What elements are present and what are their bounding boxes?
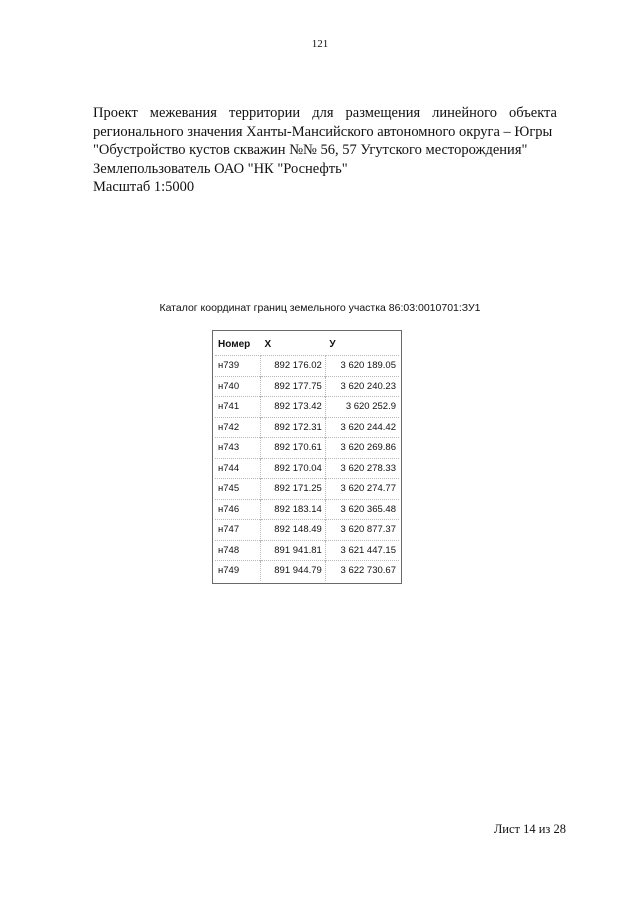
point-number-cell: н739	[215, 356, 260, 377]
column-header-y: У	[329, 338, 336, 350]
coordinate-table-frame	[212, 330, 402, 584]
y-coordinate-cell: 3 620 365.48	[325, 499, 399, 520]
y-coordinate-cell: 3 620 189.05	[325, 356, 399, 377]
column-header-number: Номер	[218, 338, 251, 350]
table-row	[215, 458, 399, 479]
y-coordinate-cell: 3 620 252.9	[325, 397, 399, 418]
x-coordinate-cell: 891 941.81	[260, 540, 325, 561]
table-row	[215, 479, 399, 500]
point-number-cell: н749	[215, 561, 260, 581]
y-coordinate-cell: 3 620 877.37	[325, 520, 399, 541]
coordinate-table-body	[215, 356, 399, 581]
x-coordinate-cell: 892 170.04	[260, 458, 325, 479]
header-line-scale: Масштаб 1:5000	[93, 179, 195, 195]
header-line-object: "Обустройство кустов скважин №№ 56, 57 Угутского месторождения"	[93, 142, 528, 158]
point-number-cell: н742	[215, 417, 260, 438]
table-row	[215, 561, 399, 581]
document-header	[93, 104, 557, 197]
table-row	[215, 438, 399, 459]
x-coordinate-cell: 892 177.75	[260, 376, 325, 397]
page-number: 121	[311, 38, 329, 50]
y-coordinate-cell: 3 620 274.77	[325, 479, 399, 500]
x-coordinate-cell: 891 944.79	[260, 561, 325, 581]
x-coordinate-cell: 892 170.61	[260, 438, 325, 459]
point-number-cell: н746	[215, 499, 260, 520]
y-coordinate-cell: 3 620 240.23	[325, 376, 399, 397]
header-line-region: регионального значения Ханты-Мансийского автономного округа – Югры	[93, 123, 553, 140]
x-coordinate-cell: 892 171.25	[260, 479, 325, 500]
table-header-row	[215, 333, 399, 356]
point-number-cell: н745	[215, 479, 260, 500]
y-coordinate-cell: 3 621 447.15	[325, 540, 399, 561]
point-number-cell: н743	[215, 438, 260, 459]
y-coordinate-cell: 3 620 244.42	[325, 417, 399, 438]
point-number-cell: н747	[215, 520, 260, 541]
point-number-cell: н740	[215, 376, 260, 397]
table-row	[215, 499, 399, 520]
header-line-project: Проект межевания территории для размещения линейного объекта	[93, 105, 557, 121]
y-coordinate-cell: 3 620 269.86	[325, 438, 399, 459]
y-coordinate-cell: 3 622 730.67	[325, 561, 399, 581]
sheet-counter: Лист 14 из 28	[493, 822, 566, 836]
point-number-cell: н748	[215, 540, 260, 561]
point-number-cell: н741	[215, 397, 260, 418]
x-coordinate-cell: 892 148.49	[260, 520, 325, 541]
x-coordinate-cell: 892 183.14	[260, 499, 325, 520]
column-header-x: X	[264, 338, 272, 350]
coordinate-table	[215, 333, 399, 581]
point-number-cell: н744	[215, 458, 260, 479]
catalog-title: Каталог координат границ земельного участка 86:03:0010701:ЗУ1	[159, 302, 481, 314]
table-row	[215, 417, 399, 438]
table-row	[215, 376, 399, 397]
table-row	[215, 540, 399, 561]
table-row	[215, 356, 399, 377]
y-coordinate-cell: 3 620 278.33	[325, 458, 399, 479]
table-row	[215, 520, 399, 541]
x-coordinate-cell: 892 176.02	[260, 356, 325, 377]
header-line-land-user: Землепользователь ОАО "НК "Роснефть"	[93, 160, 348, 177]
x-coordinate-cell: 892 173.42	[260, 397, 325, 418]
table-row	[215, 397, 399, 418]
x-coordinate-cell: 892 172.31	[260, 417, 325, 438]
